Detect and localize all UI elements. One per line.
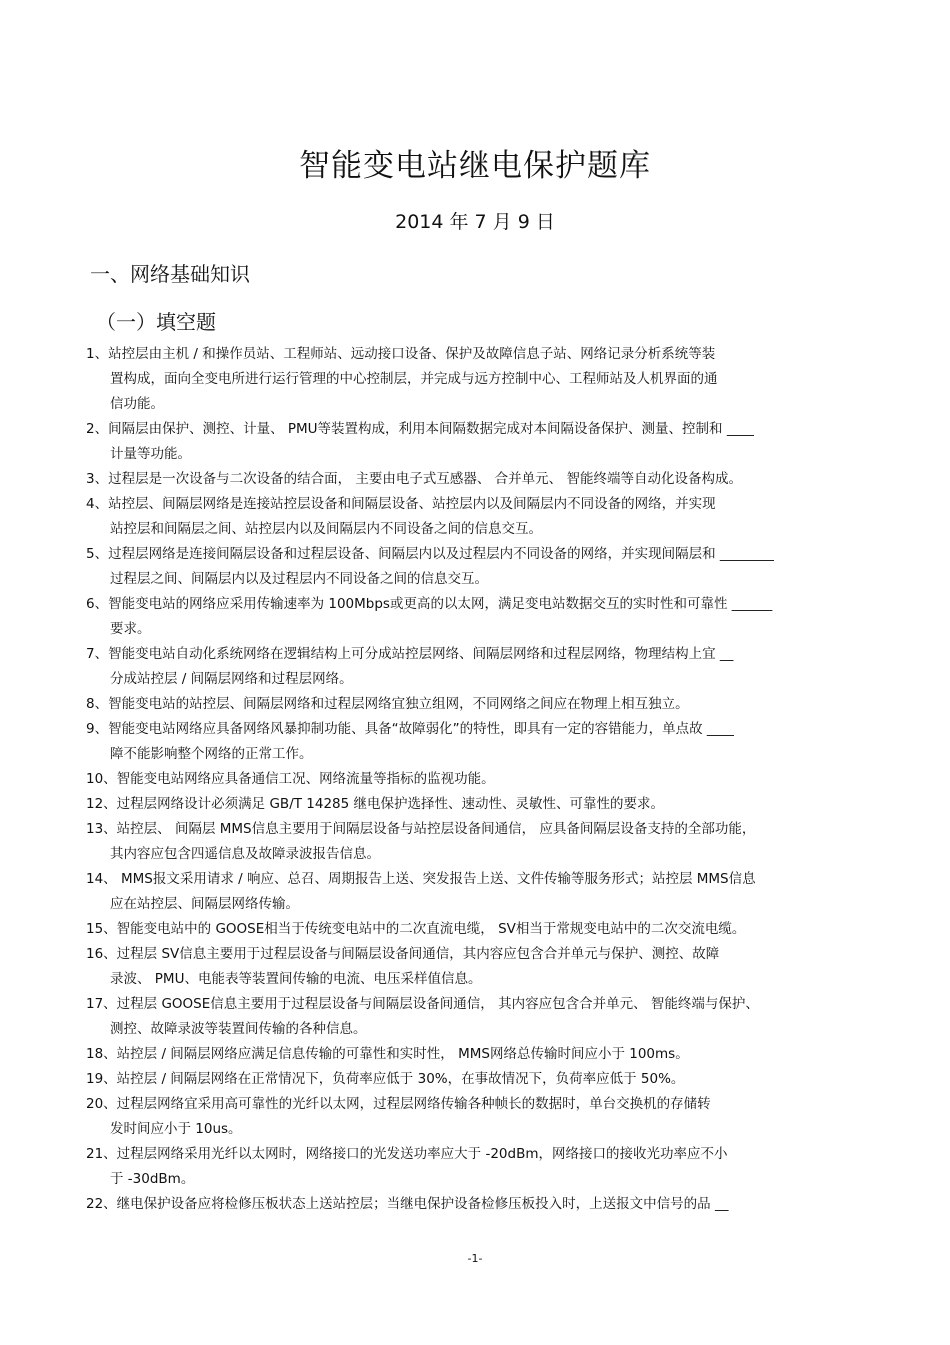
question-line: 10、智能变电站网络应具备通信工况、网络流量等指标的监视功能。 (86, 771, 495, 787)
question-line: 应在站控层、间隔层网络传输。 (110, 896, 299, 912)
question-line: 7、智能变电站自动化系统网络在逻辑结构上可分成站控层网络、间隔层网络和过程层网络，物理结构上宜 __ (86, 646, 734, 662)
question-item (86, 1092, 866, 1142)
question-item (86, 817, 866, 867)
question-line: 其内容应包含四遥信息及故障录波报告信息。 (110, 846, 380, 862)
question-line: 站控层和间隔层之间、站控层内以及间隔层内不同设备之间的信息交互。 (110, 521, 542, 537)
question-line: 录波、 PMU、电能表等装置间传输的电流、电压采样值信息。 (110, 971, 482, 987)
question-line: 12、过程层网络设计必须满足 GB/T 14285 继电保护选择性、速动性、灵敏性、可靠性的要求。 (86, 796, 665, 812)
question-line: 置构成，面向全变电所进行运行管理的中心控制层，并完成与远方控制中心、工程师站及人机界面的通 (110, 371, 718, 387)
question-item (86, 717, 866, 767)
question-list (86, 342, 866, 1217)
question-line: 17、过程层 GOOSE信息主要用于过程层设备与间隔层设备间通信， 其内容应包含合并单元、 智能终端与保护、 (86, 996, 759, 1012)
section-heading: 一、网络基础知识 (90, 262, 250, 286)
question-item (86, 867, 866, 917)
question-line: 计量等功能。 (110, 446, 191, 462)
question-line: 信功能。 (110, 396, 164, 412)
question-line: 分成站控层 / 间隔层网络和过程层网络。 (110, 671, 353, 687)
document-title: 智能变电站继电保护题库 (299, 148, 651, 184)
question-line: 1、站控层由主机 / 和操作员站、工程师站、远动接口设备、保护及故障信息子站、网络记录分析系统等装 (86, 346, 716, 362)
question-line: 9、智能变电站网络应具备网络风暴抑制功能、具备“故障弱化”的特性，即具有一定的容错能力，单点故 ____ (86, 721, 734, 737)
question-line: 16、过程层 SV信息主要用于过程层设备与间隔层设备间通信，其内容应包含合并单元与保护、测控、故障 (86, 946, 720, 962)
question-item (86, 417, 866, 467)
question-line: 18、站控层 / 间隔层网络应满足信息传输的可靠性和实时性， MMS网络总传输时间应小于 100ms。 (86, 1046, 689, 1062)
question-item (86, 592, 866, 642)
question-line: 于 -30dBm。 (110, 1171, 195, 1187)
question-item (86, 942, 866, 992)
question-item (86, 467, 866, 492)
question-line: 13、站控层、 间隔层 MMS信息主要用于间隔层设备与站控层设备间通信， 应具备间隔层设备支持的全部功能， (86, 821, 756, 837)
question-line: 5、过程层网络是连接间隔层设备和过程层设备、间隔层内以及过程层内不同设备的网络，并实现间隔层和 ________ (86, 546, 774, 562)
question-item (86, 792, 866, 817)
question-line: 过程层之间、间隔层内以及过程层内不同设备之间的信息交互。 (110, 571, 488, 587)
question-item (86, 342, 866, 417)
question-line: 发时间应小于 10us。 (110, 1121, 242, 1137)
question-item (86, 492, 866, 542)
question-line: 4、站控层、间隔层网络是连接站控层设备和间隔层设备、站控层内以及间隔层内不同设备的网络，并实现 (86, 496, 716, 512)
question-item (86, 642, 866, 692)
question-line: 20、过程层网络宜采用高可靠性的光纤以太网，过程层网络传输各种帧长的数据时，单台交换机的存储转 (86, 1096, 711, 1112)
question-line: 15、智能变电站中的 GOOSE相当于传统变电站中的二次直流电缆， SV相当于常规变电站中的二次交流电缆。 (86, 921, 746, 937)
question-item (86, 1042, 866, 1067)
question-item (86, 917, 866, 942)
question-line: 2、间隔层由保护、测控、计量、 PMU等装置构成，利用本间隔数据完成对本间隔设备保护、测量、控制和 ____ (86, 421, 754, 437)
question-item (86, 767, 866, 792)
question-line: 障不能影响整个网络的正常工作。 (110, 746, 313, 762)
question-item (86, 992, 866, 1042)
question-item (86, 1192, 866, 1217)
question-line: 要求。 (110, 621, 151, 637)
question-item (86, 692, 866, 717)
question-line: 8、智能变电站的站控层、间隔层网络和过程层网络宜独立组网，不同网络之间应在物理上相互独立。 (86, 696, 689, 712)
page-number: -1- (467, 1252, 483, 1265)
question-line: 3、过程层是一次设备与二次设备的结合面， 主要由电子式互感器、 合并单元、 智能终端等自动化设备构成。 (86, 471, 742, 487)
question-line: 14、 MMS报文采用请求 / 响应、总召、周期报告上送、突发报告上送、文件传输等服务形式；站控层 MMS信息 (86, 871, 756, 887)
question-line: 21、过程层网络采用光纤以太网时，网络接口的光发送功率应大于 -20dBm，网络接口的接收光功率应不小 (86, 1146, 728, 1162)
question-item (86, 1142, 866, 1192)
question-line: 22、继电保护设备应将检修压板状态上送站控层；当继电保护设备检修压板投入时，上送报文中信号的品 __ (86, 1196, 729, 1212)
question-item (86, 1067, 866, 1092)
subsection-heading: （一）填空题 (96, 310, 216, 334)
question-line: 测控、故障录波等装置间传输的各种信息。 (110, 1021, 367, 1037)
question-line: 19、站控层 / 间隔层网络在正常情况下，负荷率应低于 30%，在事故情况下，负荷率应低于 50%。 (86, 1071, 685, 1087)
question-item (86, 542, 866, 592)
document-date: 2014 年 7 月 9 日 (395, 211, 555, 233)
question-line: 6、智能变电站的网络应采用传输速率为 100Mbps或更高的以太网，满足变电站数据交互的实时性和可靠性 ______ (86, 596, 773, 612)
